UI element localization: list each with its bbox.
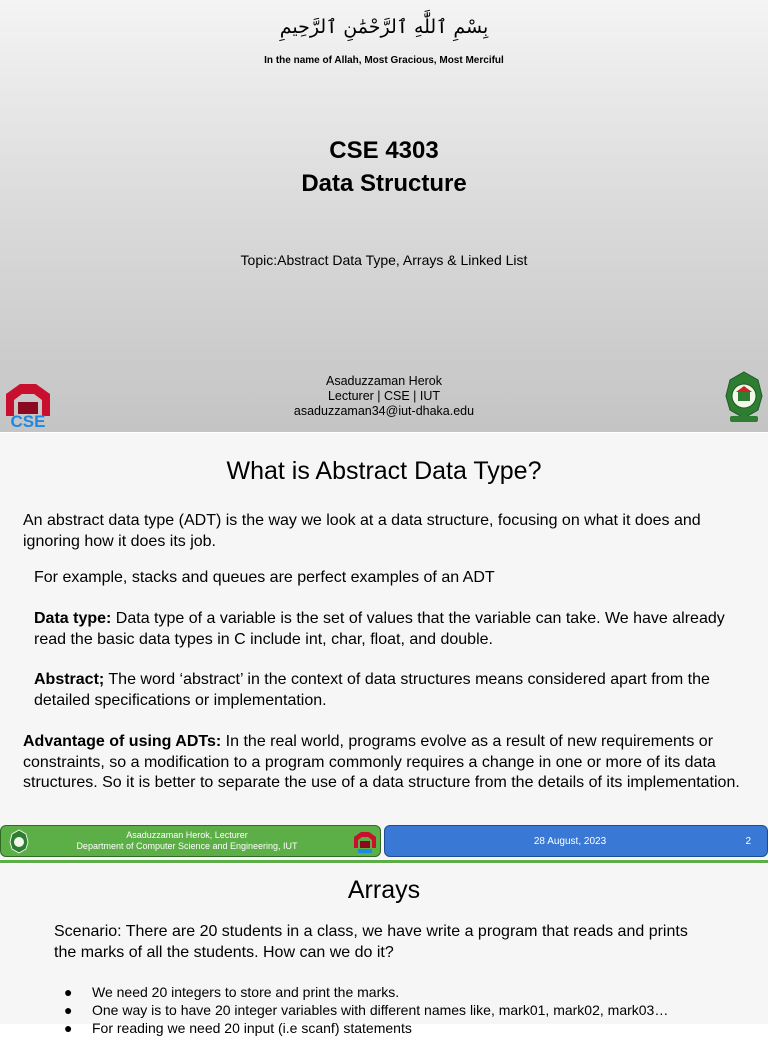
cse-logo-small-icon (352, 830, 378, 859)
advantage-label: Advantage of using ADTs: (23, 733, 222, 750)
footer-author-line: Asaduzzaman Herok, Lecturer (126, 830, 248, 840)
adt-definition: An abstract data type (ADT) is the way we look at a data structure, focusing on what it does and ignoring how it does its job. (23, 512, 701, 550)
course-name: Data Structure (301, 170, 467, 197)
course-code: CSE 4303 (329, 137, 439, 164)
author-block (0, 374, 768, 419)
bullet-list (64, 983, 744, 1037)
footer-author-text (37, 830, 337, 852)
slide-divider (0, 860, 768, 863)
footer-date-bar (384, 825, 768, 857)
course-title (0, 134, 768, 200)
adt-example: For example, stacks and queues are perfect examples of an ADT (34, 569, 495, 586)
datatype-text: Data type of a variable is the set of values that the variable can take. We have already read the basic data types in C include int, char, float, and double. (34, 610, 725, 648)
footer-author-bar (0, 825, 381, 857)
scenario-text: Scenario: There are 20 students in a class, we have write a program that reads and prints the marks of all the students. How can we do it? (54, 923, 688, 961)
page-number: 2 (745, 836, 751, 847)
author-role: Lecturer | CSE | IUT (327, 389, 441, 403)
datatype-paragraph (34, 609, 734, 650)
author-name: Asaduzzaman Herok (325, 374, 443, 388)
abstract-label: Abstract; (34, 671, 105, 688)
title-slide (0, 0, 768, 432)
advantage-text: In the real world, programs evolve as a result of new requirements or constraints, so a modification to a program commonly requires a change in one or more of its data structures. So it is better to separate the use of a data structure from the details of its implementation. (23, 733, 740, 791)
footer-department: Department of Computer Science and Engineering, IUT (76, 841, 298, 851)
advantage-paragraph (23, 732, 748, 794)
basmala-translation: In the name of Allah, Most Gracious, Most Merciful (264, 55, 504, 66)
abstract-paragraph (34, 670, 734, 711)
iut-seal-small-icon (9, 829, 29, 860)
basmala-arabic: بِسْمِ ٱللَّٰهِ ٱلرَّحْمَٰنِ ٱلرَّحِيمِ (279, 16, 489, 38)
slide-title: What is Abstract Data Type? (226, 457, 542, 485)
list-item: ● We need 20 integers to store and print the marks. (64, 984, 400, 1000)
datatype-label: Data type: (34, 610, 112, 627)
arrays-slide (0, 864, 768, 1036)
bullet-icon: ● (64, 1020, 73, 1036)
footer-date: 28 August, 2023 (533, 836, 607, 847)
list-item: ● One way is to have 20 integer variables with different names like, mark01, mark02, mark03… (64, 1002, 669, 1018)
slide-title: Arrays (347, 876, 421, 904)
adt-slide (0, 433, 768, 863)
cse-logo-icon (2, 380, 54, 435)
bullet-icon: ● (64, 984, 73, 1000)
abstract-text: The word ‘abstract’ in the context of data structures means considered apart from the detailed specifications or implementation. (34, 671, 710, 709)
iut-seal-icon (724, 370, 764, 431)
cse-logo-text: CSE (10, 412, 46, 431)
author-email: asaduzzaman34@iut-dhaka.edu (293, 404, 475, 418)
bullet-icon: ● (64, 1002, 73, 1018)
list-item: ● For reading we need 20 input (i.e scanf) statements (64, 1020, 412, 1036)
topic-line: Topic:Abstract Data Type, Arrays & Linked List (240, 252, 528, 268)
